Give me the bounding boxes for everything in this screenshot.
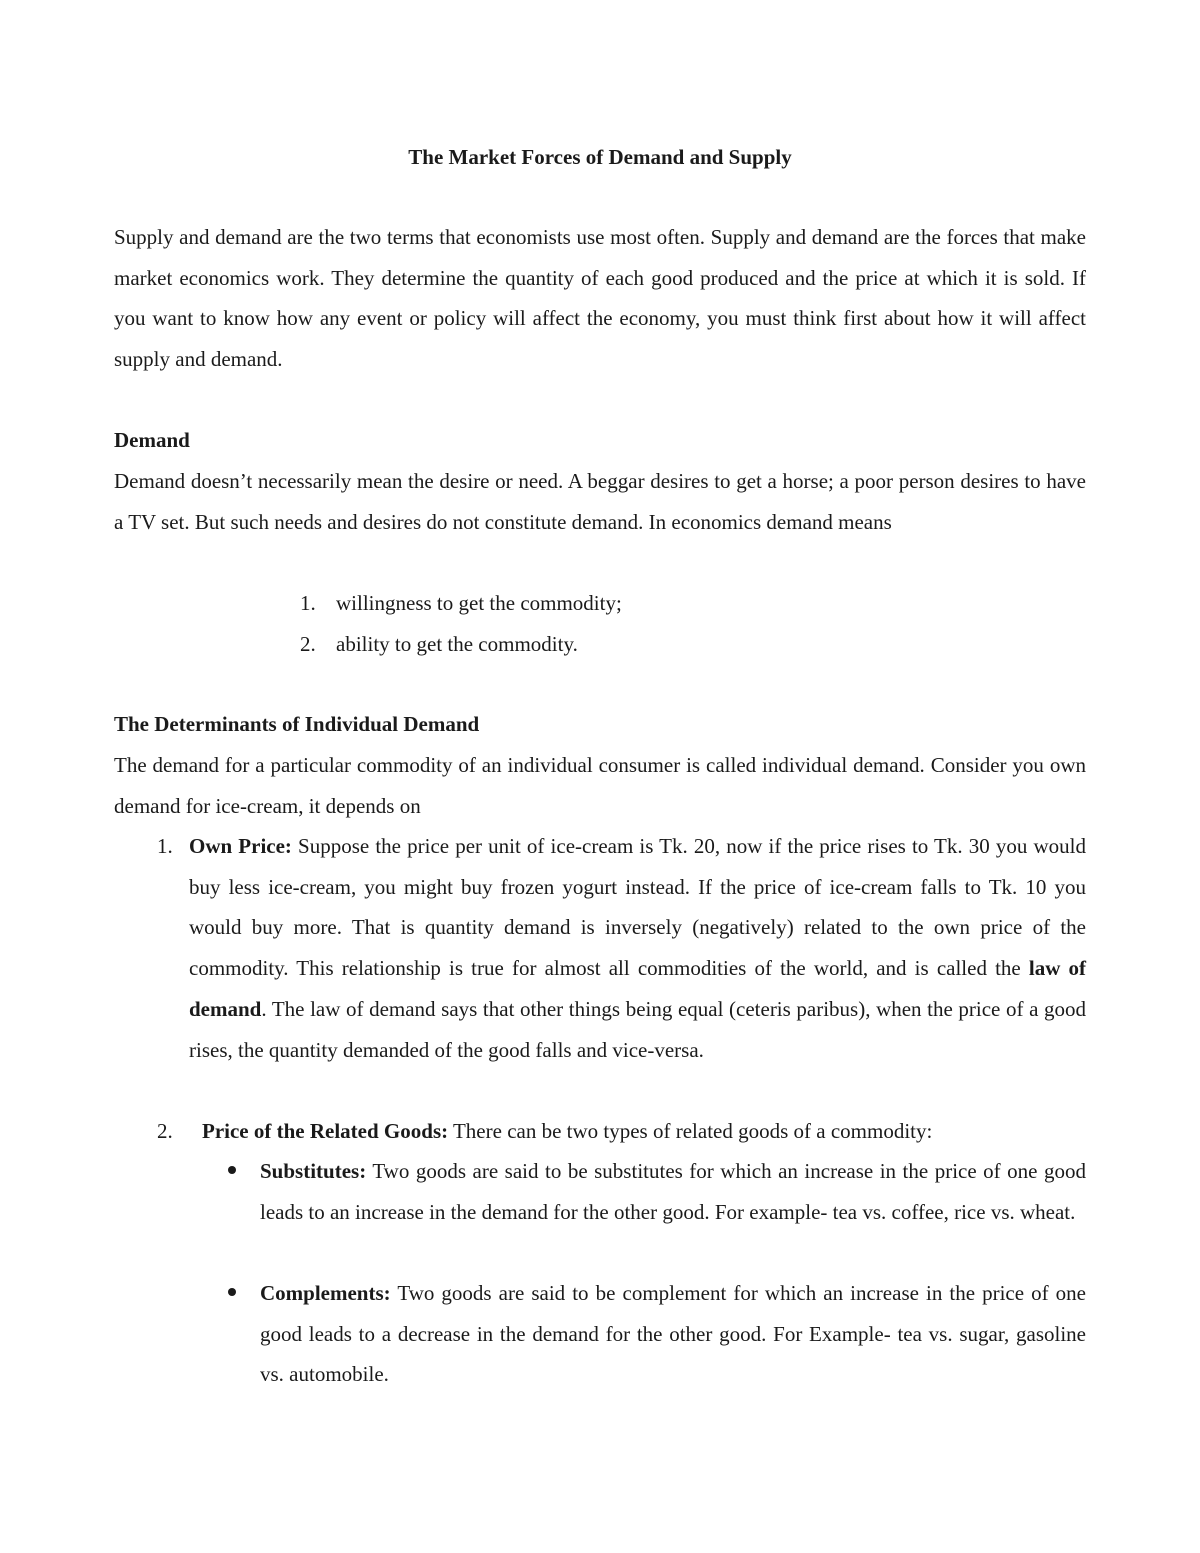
demand-paragraph: Demand doesn’t necessarily mean the desire or need. A beggar desires to get a horse; a poor person desires to have a TV set. But such needs and desires do not constitute demand. In economics demand means [114, 469, 1086, 534]
complements-term: Complements: [260, 1281, 391, 1305]
own-price-text: Suppose the price per unit of ice-cream is Tk. 20, now if the price rises to Tk. 30 you would buy less ice-cream, you might buy frozen yogurt instead. If the price of ice-cream falls to Tk. 10 you would buy more. That is quantity demand is inversely (negatively) related to the own price of the commodity. This relationship is true for almost all commodities of the world, and is called the [189, 834, 1086, 981]
substitutes-item [260, 1151, 1086, 1232]
demand-list [300, 583, 622, 664]
related-goods-item [202, 1111, 1086, 1152]
demand-heading: Demand [114, 428, 190, 452]
bullet-icon [228, 1166, 236, 1174]
own-price-item [189, 826, 1086, 1070]
page-title: The Market Forces of Demand and Supply [408, 145, 792, 169]
determinants-paragraph: The demand for a particular commodity of an individual consumer is called individual demand. Consider you own demand for ice-cream, it depends on [114, 753, 1086, 818]
complements-text: Two goods are said to be complement for which an increase in the price of one good leads to a decrease in the demand for the other good. For Example- tea vs. sugar, gasoline vs. automobile. [260, 1281, 1086, 1387]
list-item [300, 583, 622, 624]
related-goods-term: Price of the Related Goods: [202, 1119, 449, 1143]
bullet-icon [228, 1288, 236, 1296]
determinant-number-2: 2. [157, 1119, 173, 1143]
determinants-heading: The Determinants of Individual Demand [114, 712, 480, 736]
related-goods-text: There can be two types of related goods of a commodity: [448, 1119, 933, 1143]
complements-item [260, 1273, 1086, 1395]
substitutes-text: Two goods are said to be substitutes for which an increase in the price of one good leads to an increase in the demand for the other good. For example- tea vs. coffee, rice vs. wheat. [260, 1159, 1086, 1224]
determinant-number-1: 1. [157, 834, 173, 858]
list-item-text: willingness to get the commodity; [336, 591, 622, 615]
law-of-demand-term: law of demand [189, 956, 1086, 1021]
substitutes-term: Substitutes: [260, 1159, 367, 1183]
list-item-text: ability to get the commodity. [336, 631, 578, 656]
own-price-text-continued: . The law of demand says that other things being equal (ceteris paribus), when the price of a good rises, the quantity demanded of the good falls and vice-versa. [189, 996, 1086, 1062]
list-item-number: 1. [300, 591, 316, 615]
intro-paragraph: Supply and demand are the two terms that economists use most often. Supply and demand are the forces that make market economics work. They determine the quantity of each good produced and the price at which it is sold. If you want to know how any event or policy will affect the economy, you must think first about how it will affect supply and demand. [114, 225, 1086, 372]
own-price-term: Own Price: [189, 834, 292, 858]
list-item-number: 2. [300, 631, 316, 656]
list-item [300, 624, 622, 665]
